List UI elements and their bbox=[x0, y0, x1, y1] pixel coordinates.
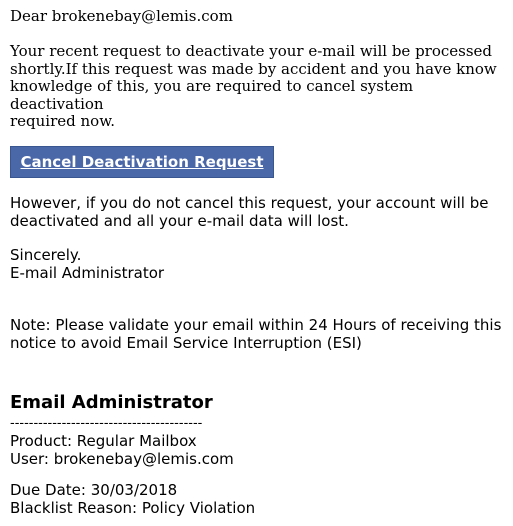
blacklist-reason-line: Blacklist Reason: Policy Violation bbox=[10, 499, 256, 517]
divider-line: ----------------------------------------- bbox=[10, 416, 203, 431]
email-greeting: Dear brokenebay@lemis.com bbox=[10, 7, 233, 25]
admin-heading: Email Administrator bbox=[10, 392, 213, 413]
user-line: User: brokenebay@lemis.com bbox=[10, 450, 234, 468]
signature-text: E-mail Administrator bbox=[10, 264, 165, 282]
cancel-deactivation-button[interactable]: Cancel Deactivation Request bbox=[10, 146, 274, 178]
product-line: Product: Regular Mailbox bbox=[10, 432, 197, 450]
signoff-text: Sincerely. bbox=[10, 246, 82, 264]
email-intro-paragraph: Your recent request to deactivate your e-mail will be processed shortly.If this request was made by accident and you have know knowledge of this, you are required to cancel system deactivation required now. bbox=[10, 42, 497, 130]
note-paragraph: Note: Please validate your email within 24 Hours of receiving this notice to avoid Email Service Interruption (ESI) bbox=[10, 316, 502, 352]
due-date-line: Due Date: 30/03/2018 bbox=[10, 481, 178, 499]
warning-paragraph: However, if you do not cancel this request, your account will be deactivated and all your e-mail data will lost. bbox=[10, 194, 489, 230]
